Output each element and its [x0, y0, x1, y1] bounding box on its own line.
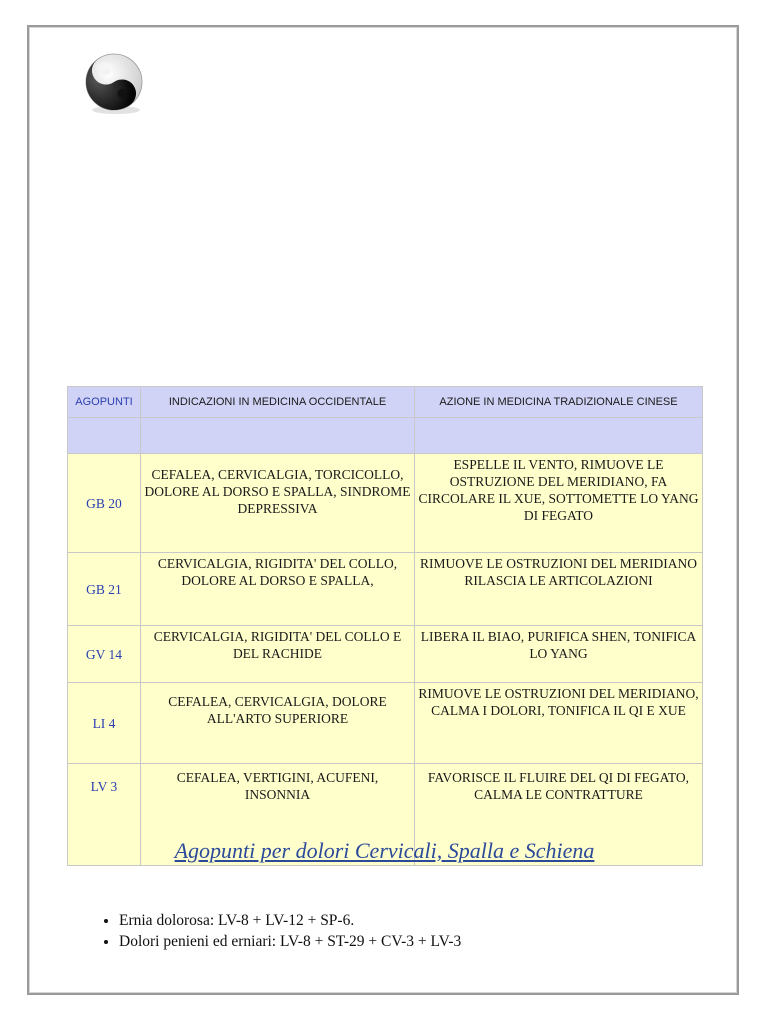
- list-item: • Dolori penieni ed erniari: LV-8 + ST-29 + CV-3 + LV-3: [119, 931, 461, 952]
- tcm-action: ESPELLE IL VENTO, RIMUOVE LE OSTRUZIONE DEL MERIDIANO, FA CIRCOLARE IL XUE, SOTTOMETTE LO YANG DI FEGATO: [415, 454, 703, 553]
- tcm-action: RIMUOVE LE OSTRUZIONI DEL MERIDIANO RILASCIA LE ARTICOLAZIONI: [415, 553, 703, 626]
- table-caption: Agopunti per dolori Cervicali, Spalla e Schiena: [174, 838, 595, 863]
- western-indications: CEFALEA, CERVICALGIA, DOLORE ALL'ARTO SUPERIORE: [141, 683, 415, 764]
- header-agopunti: AGOPUNTI: [68, 387, 141, 418]
- table-row: [68, 553, 703, 626]
- acupoint-code: LV 3: [68, 764, 141, 866]
- table-row: [68, 626, 703, 683]
- blank-cell: [68, 418, 141, 454]
- western-indications: CEFALEA, VERTIGINI, ACUFENI, INSONNIA: [141, 764, 415, 866]
- blank-cell: [415, 418, 703, 454]
- acupoint-code: GV 14: [68, 626, 141, 683]
- western-indications: CEFALEA, CERVICALGIA, TORCICOLLO, DOLORE AL DORSO E SPALLA, SINDROME DEPRESSIVA: [141, 454, 415, 553]
- table-row: [68, 683, 703, 764]
- acupoint-code: GB 20: [68, 454, 141, 553]
- acupoint-code: GB 21: [68, 553, 141, 626]
- western-indications: CERVICALGIA, RIGIDITA' DEL COLLO E DEL RACHIDE: [141, 626, 415, 683]
- tcm-action: LIBERA IL BIAO, PURIFICA SHEN, TONIFICA LO YANG: [415, 626, 703, 683]
- western-indications: CERVICALGIA, RIGIDITA' DEL COLLO, DOLORE AL DORSO E SPALLA,: [141, 553, 415, 626]
- tcm-action: RIMUOVE LE OSTRUZIONI DEL MERIDIANO, CALMA I DOLORI, TONIFICA IL QI E XUE: [415, 683, 703, 764]
- list-item: • Ernia dolorosa: LV-8 + LV-12 + SP-6.: [119, 910, 461, 931]
- table-row: [68, 454, 703, 553]
- acupoint-code: LI 4: [68, 683, 141, 764]
- table-header-row: [68, 387, 703, 418]
- header-tcm: AZIONE IN MEDICINA TRADIZIONALE CINESE: [415, 387, 703, 418]
- notes-list: [97, 910, 461, 952]
- header-western: INDICAZIONI IN MEDICINA OCCIDENTALE: [141, 387, 415, 418]
- blank-cell: [141, 418, 415, 454]
- acupoints-table: [67, 386, 703, 866]
- table-blank-row: [68, 418, 703, 454]
- tcm-action: FAVORISCE IL FLUIRE DEL QI DI FEGATO, CALMA LE CONTRATTURE: [415, 764, 703, 866]
- yin-yang-icon: [80, 52, 148, 116]
